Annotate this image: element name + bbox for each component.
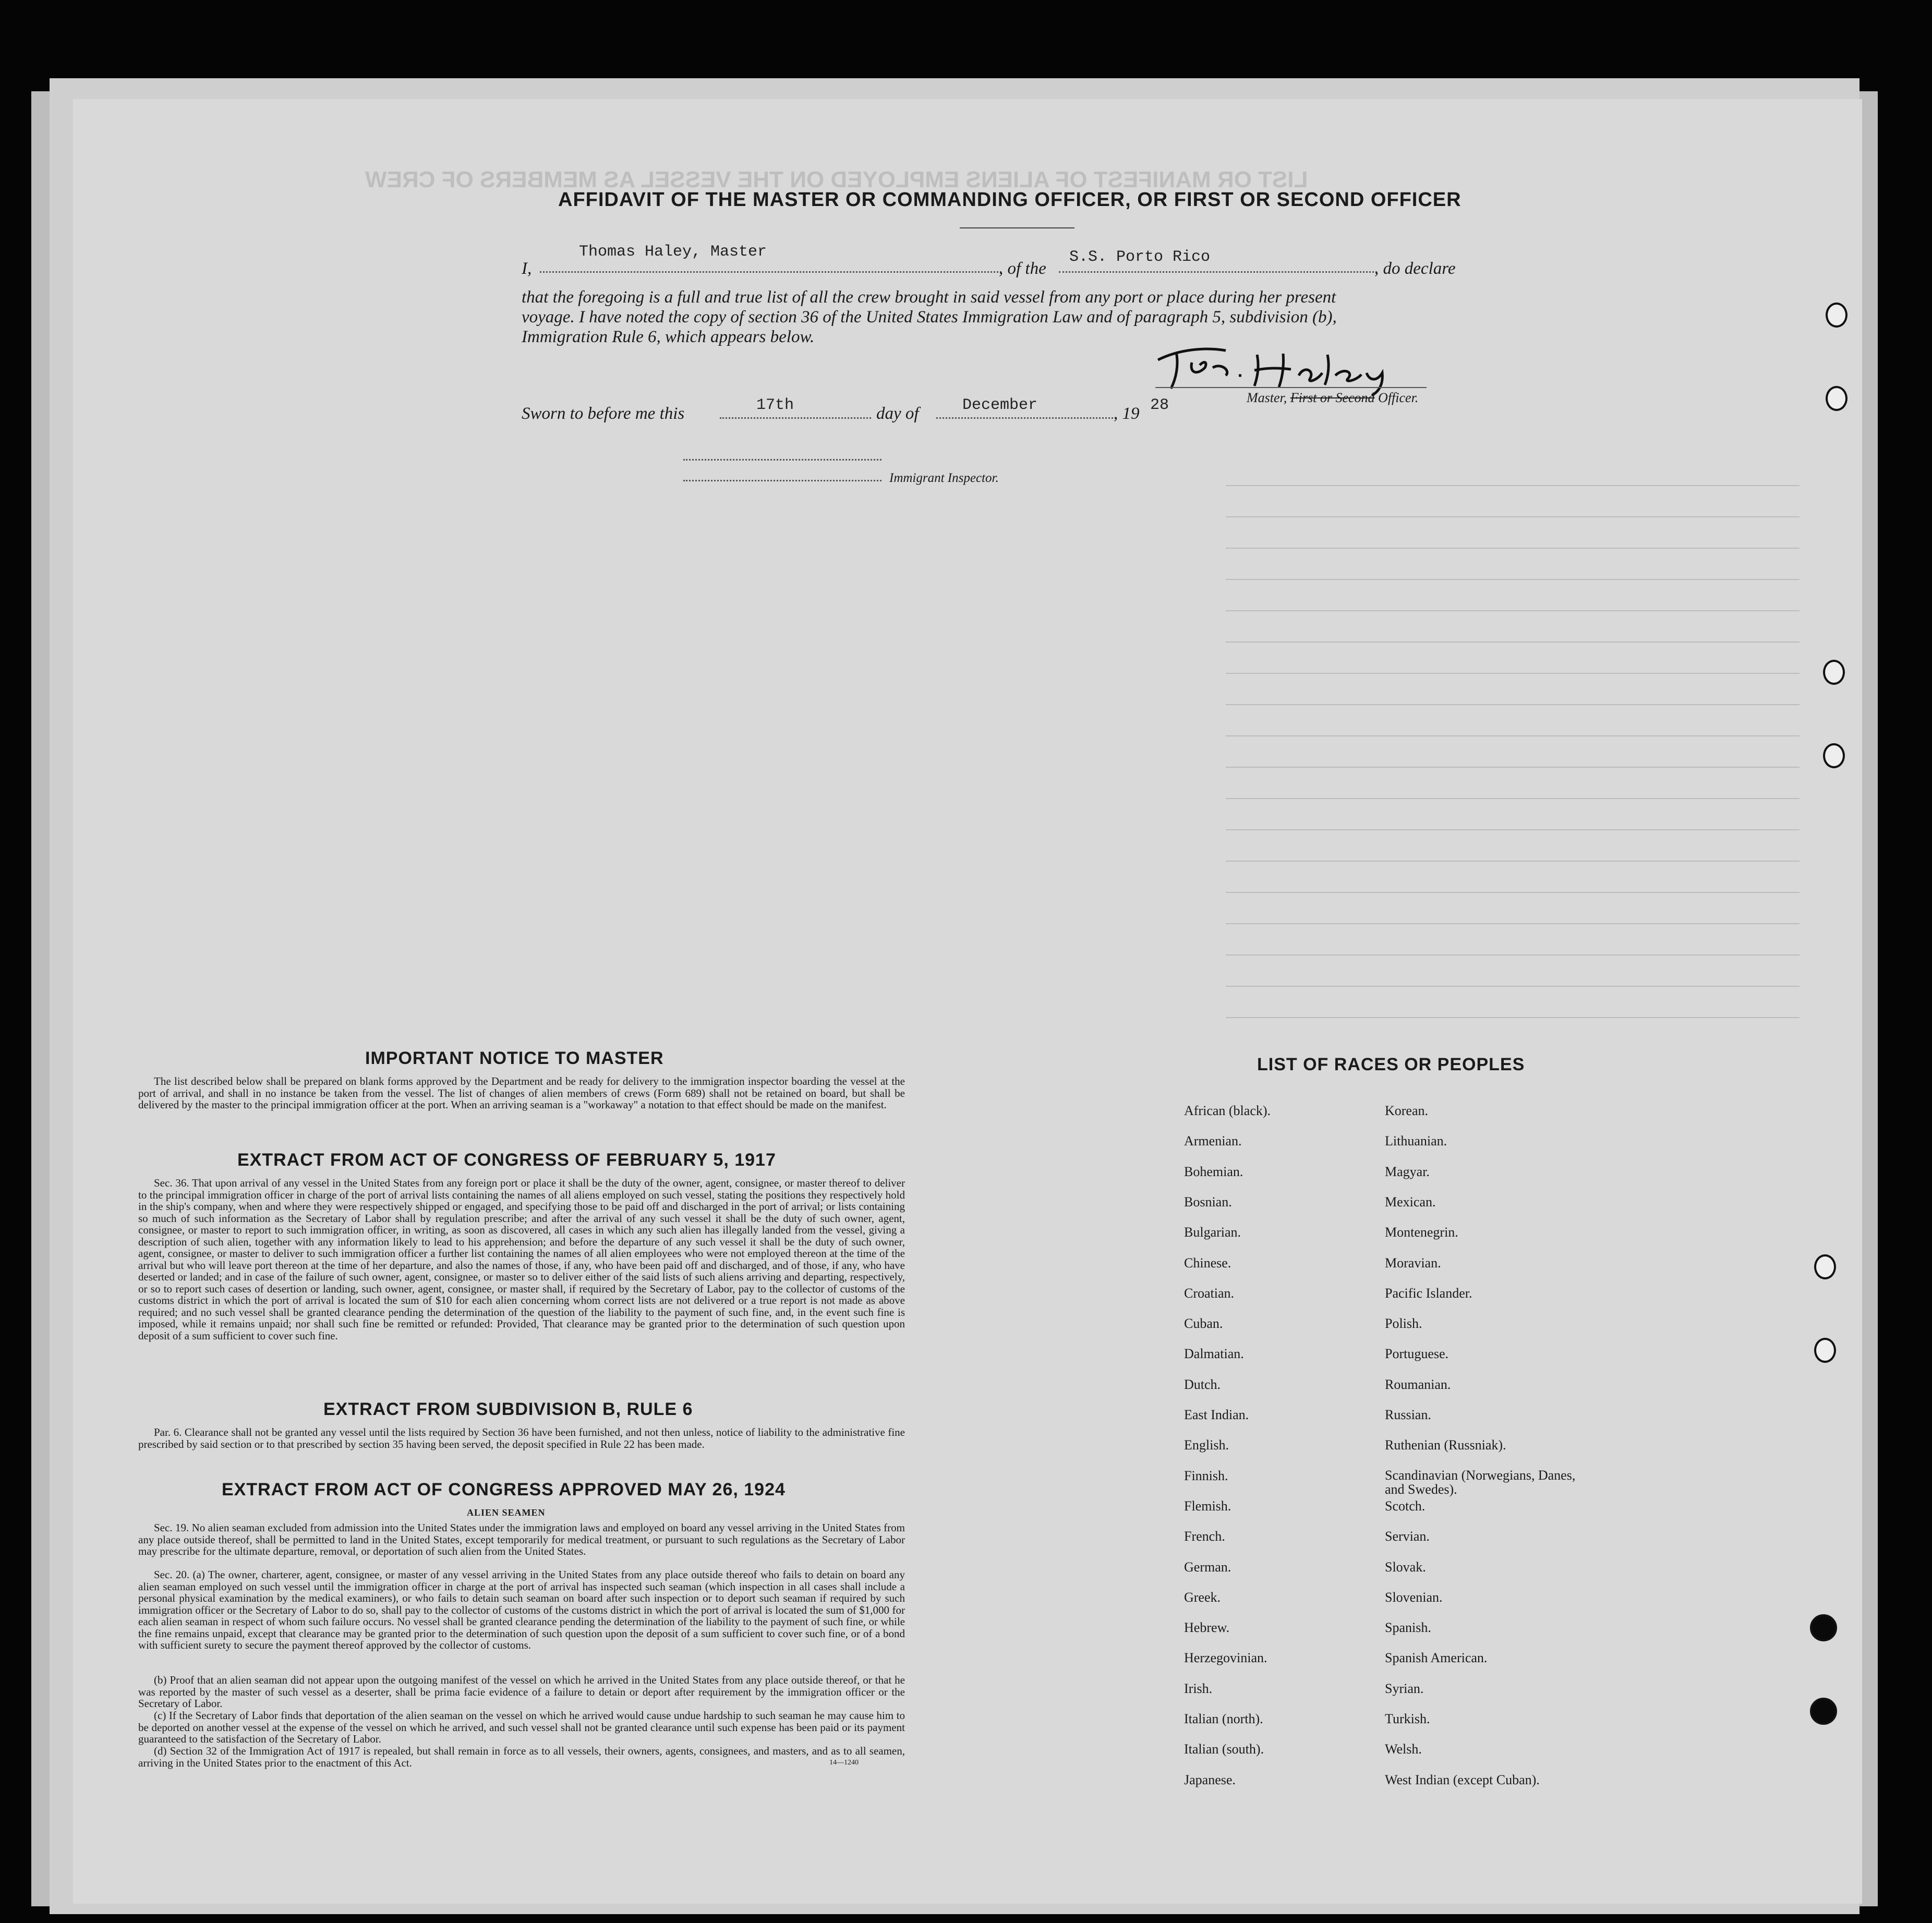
race-entry: Montenegrin. xyxy=(1385,1225,1458,1240)
race-entry: Magyar. xyxy=(1385,1164,1430,1179)
sworn-mid: day of xyxy=(876,404,919,423)
race-entry: African (black). xyxy=(1184,1103,1271,1118)
extract-1924-subtitle: ALIEN SEAMEN xyxy=(467,1507,546,1518)
inspector-label: Immigrant Inspector. xyxy=(889,471,999,485)
affidavit-line4: Immigration Rule 6, which appears below. xyxy=(522,328,815,346)
notice-title: IMPORTANT NOTICE TO MASTER xyxy=(365,1048,664,1068)
race-entry: Servian. xyxy=(1385,1529,1430,1544)
extract-1924-sec20c: (c) If the Secretary of Labor finds that deportation of the alien seaman on the vessel on which he arrived would cause undue hardship to such seaman he may cause him to be deported on another vessel at the expense of the vessel on which he arrived, and such vessel shall not be granted clearance until such expense has been paid or its payment guaranteed to the satisfaction of the Secretary of Labor. xyxy=(138,1709,905,1745)
race-entry: Russian. xyxy=(1385,1407,1431,1422)
race-entry: Mexican. xyxy=(1385,1194,1436,1210)
race-entry: Slovak. xyxy=(1385,1559,1426,1575)
race-entry: Turkish. xyxy=(1385,1711,1430,1726)
signature-label-struck: First or Second xyxy=(1290,390,1375,405)
race-entry: Finnish. xyxy=(1184,1468,1228,1483)
race-entry: Polish. xyxy=(1385,1316,1422,1332)
race-entry: Armenian. xyxy=(1184,1133,1242,1149)
inspector-title-line xyxy=(683,480,882,481)
race-entry: Bosnian. xyxy=(1184,1194,1232,1210)
punch-hole xyxy=(1814,1338,1836,1363)
race-entry: Dutch. xyxy=(1184,1376,1221,1392)
sworn-year-prefix: , 19 xyxy=(1114,404,1140,423)
affidavit-line3: voyage. I have noted the copy of section 36 of the United States Immigration Law and of paragraph 5, subdivision (b), xyxy=(522,308,1337,326)
punch-hole xyxy=(1810,1614,1837,1641)
sworn-month-line xyxy=(936,417,1116,419)
race-entry: French. xyxy=(1184,1529,1225,1544)
sworn-month-field: December xyxy=(962,396,1038,414)
race-entry: West Indian (except Cuban). xyxy=(1385,1772,1540,1787)
extract-1917-text: Sec. 36. That upon arrival of any vessel in the United States from any foreign port or place it shall be the duty of the owner, agent, consignee, or master thereof to deliver to the principal immigration officer in charge of the port of arrival lists containing the names of all aliens employed on such vessel, stating the positions they respectively hold in the ship's company, when and where they were respectively shipped or engaged, and specifying those to be paid off and discharged in the port of arrival; or lists containing so much of such information as the Secretary of Labor shall by regulation prescribe; and after the arrival of any such vessel it shall be the duty of such owner, agent, consignee, or master to report to such immigration officer, in writing, as soon as discovered, all cases in which any such alien has illegally landed from the vessel, giving a description of such alien, together with any information likely to lead to his apprehension; and before the departure of any such vessel it shall be the duty of such owner, agent, consignee, or master to deliver to such immigration officer a further list containing the names of all alien employees who were not employed thereon at the time of the arrival but who will leave port thereon at the time of her departure, and also the names of those, if any, who have been paid off and discharged, and of those, if any, who have deserted or landed; and in case of the failure of such owner, agent, consignee, or master so to deliver either of the said lists of such aliens arriving and departing, respectively, or so to report such cases of desertion or landing, such owner, agent, consignee, or master shall, if required by the Secretary of Labor, pay to the collector of customs of the customs district in which the port of arrival is located the sum of $10 for each alien concerning whom correct lists are not delivered or a true report is not made as above required; and no such vessel shall be granted clearance pending the determination of the question of the liability to the payment of such fine, and, in the event such fine is imposed, while it remains unpaid; nor shall such fine be remitted or refunded: Provided, That clearance may be granted prior to the determination of such question upon deposit of a sum sufficient to cover such fine. xyxy=(138,1177,905,1342)
punch-hole xyxy=(1823,743,1845,768)
race-entry: Chinese. xyxy=(1184,1255,1231,1271)
race-entry: Croatian. xyxy=(1184,1285,1235,1301)
race-entry: Italian (north). xyxy=(1184,1711,1263,1726)
extract-rule6-title: EXTRACT FROM SUBDIVISION B, RULE 6 xyxy=(323,1399,693,1419)
race-entry: Ruthenian (Russniak). xyxy=(1385,1437,1506,1453)
race-entry: Welsh. xyxy=(1385,1741,1422,1757)
race-entry: Bohemian. xyxy=(1184,1164,1243,1179)
notice-text: The list described below shall be prepared on blank forms approved by the Department and be ready for delivery to the immigration inspector boarding the vessel at the port of arrival, and shall in no instance be taken from the vessel. The list of changes of alien members of crews (Form 689) shall not be retained on board, but shall be delivered by the master to the principal immigration officer at the port. When an arriving seaman is a "workaway" a notation to that effect should be made on the manifest. xyxy=(138,1075,905,1111)
extract-rule6-text: Par. 6. Clearance shall not be granted any vessel until the lists required by Section 36 have been furnished, and not then unless, notice of liability to the administrative fine prescribed by said section or to that prescribed by section 35 having been served, the deposit specified in Rule 22 has been made. xyxy=(138,1426,905,1450)
race-entry: English. xyxy=(1184,1437,1229,1453)
race-entry: Flemish. xyxy=(1184,1498,1231,1514)
race-entry: Greek. xyxy=(1184,1589,1221,1605)
race-entry: Irish. xyxy=(1184,1680,1213,1696)
race-entry: Syrian. xyxy=(1385,1680,1424,1696)
extract-1924-sec20a: Sec. 20. (a) The owner, charterer, agent, consignee, or master of any vessel arriving in the United States from any place outside thereof who fails to detain on board any alien seaman employed on such vessel until the immigration officer in charge at the port of arrival has inspected such seaman (which inspection in all cases shall include a personal physical examination by the medical examiners), or who fails to detain such seaman on board after such inspection or to deport such seaman if required by such immigration officer or the Secretary of Labor to do so, shall pay to the collector of customs of the customs district in which the port of arrival is located the sum of $1,000 for each alien seaman in respect of whom such failure occurs. No vessel shall be granted clearance pending the determination of the liability to the payment of such fine, or while the fine remains unpaid, except that clearance may be granted prior to the determination of such question upon the deposit of a sum sufficient to cover such fine, or of a bond with sufficient surety to secure the payment thereof approved by the collector of customs. xyxy=(138,1568,905,1651)
race-entry: Italian (south). xyxy=(1184,1741,1264,1757)
sworn-day-line xyxy=(720,417,871,419)
sworn-day-field: 17th xyxy=(756,396,794,414)
extract-1924-sec19: Sec. 19. No alien seaman excluded from admission into the United States under the immigration laws and employed on board any vessel arriving in the United States from any place outside thereof, shall be permitted to land in the United States, except temporarily for medical treatment, or pursuant to such regulations as the Secretary of Labor may prescribe for the ultimate departure, removal, or deportation of such alien from the United States. xyxy=(138,1521,905,1557)
punch-hole xyxy=(1826,303,1848,328)
race-entry: Dalmatian. xyxy=(1184,1346,1244,1362)
affidavit-line1-prefix: I, xyxy=(522,259,532,278)
races-title: LIST OF RACES OR PEOPLES xyxy=(1257,1055,1525,1074)
race-entry: East Indian. xyxy=(1184,1407,1249,1422)
signature-line xyxy=(1155,387,1427,388)
race-entry: Slovenian. xyxy=(1385,1589,1443,1605)
race-entry: Korean. xyxy=(1385,1103,1429,1118)
sworn-prefix: Sworn to before me this xyxy=(522,404,685,423)
vessel-field-line xyxy=(1059,271,1377,273)
race-entry: Pacific Islander. xyxy=(1385,1285,1472,1301)
inspector-signature-line xyxy=(683,459,882,461)
race-entry: Japanese. xyxy=(1184,1772,1236,1787)
race-entry: Scandinavian (Norwegians, Danes, and Swedes). xyxy=(1385,1467,1576,1497)
vessel-name-field: S.S. Porto Rico xyxy=(1069,248,1211,266)
extract-1924-title: EXTRACT FROM ACT OF CONGRESS APPROVED MAY 26, 1924 xyxy=(222,1480,786,1499)
race-entry: Lithuanian. xyxy=(1385,1133,1447,1149)
extract-1924-sec20d: (d) Section 32 of the Immigration Act of 1917 is repealed, but shall remain in force as to all vessels, their owners, agents, consignees, and masters, and as to all seamen, arriving in the United States prior to the enactment of this Act. xyxy=(138,1745,905,1769)
race-entry: Herzegovinian. xyxy=(1184,1650,1267,1666)
punch-hole xyxy=(1814,1254,1836,1279)
signature-label-officer: Officer. xyxy=(1378,390,1419,405)
extract-1924-sec20b: (b) Proof that an alien seaman did not appear upon the outgoing manifest of the vessel on which he arrived in the United States from any place outside thereof, or that he was reported by the master of such vessel as a deserter, shall be prima facie evidence of a failure to detain or deport after requirement by the immigration officer or the Secretary of Labor. xyxy=(138,1674,905,1710)
punch-hole xyxy=(1810,1698,1837,1725)
form-number: 14—1240 xyxy=(829,1759,859,1767)
master-name-field: Thomas Haley, Master xyxy=(579,243,767,261)
race-entry: Cuban. xyxy=(1184,1316,1223,1332)
race-entry: Portuguese. xyxy=(1385,1346,1449,1362)
affidavit-line2: that the foregoing is a full and true list of all the crew brought in said vessel from any port or place during her present xyxy=(522,288,1336,307)
sworn-year-field: 28 xyxy=(1150,396,1169,414)
race-entry: Scotch. xyxy=(1385,1498,1426,1514)
title-underline xyxy=(960,227,1074,228)
race-entry: Moravian. xyxy=(1385,1255,1441,1271)
signature-label-master: Master, xyxy=(1247,390,1287,405)
punch-hole xyxy=(1826,386,1848,411)
signature-label xyxy=(1247,390,1418,406)
race-entry: Bulgarian. xyxy=(1184,1225,1241,1240)
affidavit-title: AFFIDAVIT OF THE MASTER OR COMMANDING OFFICER, OR FIRST OR SECOND OFFICER xyxy=(558,189,1462,211)
affidavit-line1-mid: , of the xyxy=(999,259,1046,278)
race-entry: Spanish. xyxy=(1385,1620,1431,1636)
race-entry: Hebrew. xyxy=(1184,1620,1230,1636)
race-entry: Spanish American. xyxy=(1385,1650,1488,1666)
race-entry: German. xyxy=(1184,1559,1231,1575)
punch-hole xyxy=(1823,660,1845,685)
affidavit-line1-suffix: , do declare xyxy=(1374,259,1456,278)
name-field-line xyxy=(540,271,1001,273)
race-entry: Roumanian. xyxy=(1385,1376,1451,1392)
bleed-through-heading: LIST OR MANIFEST OF ALIENS EMPLOYED ON THE VESSEL AS MEMBERS OF CREW xyxy=(365,167,1308,192)
extract-1917-title: EXTRACT FROM ACT OF CONGRESS OF FEBRUARY 5, 1917 xyxy=(237,1150,776,1170)
